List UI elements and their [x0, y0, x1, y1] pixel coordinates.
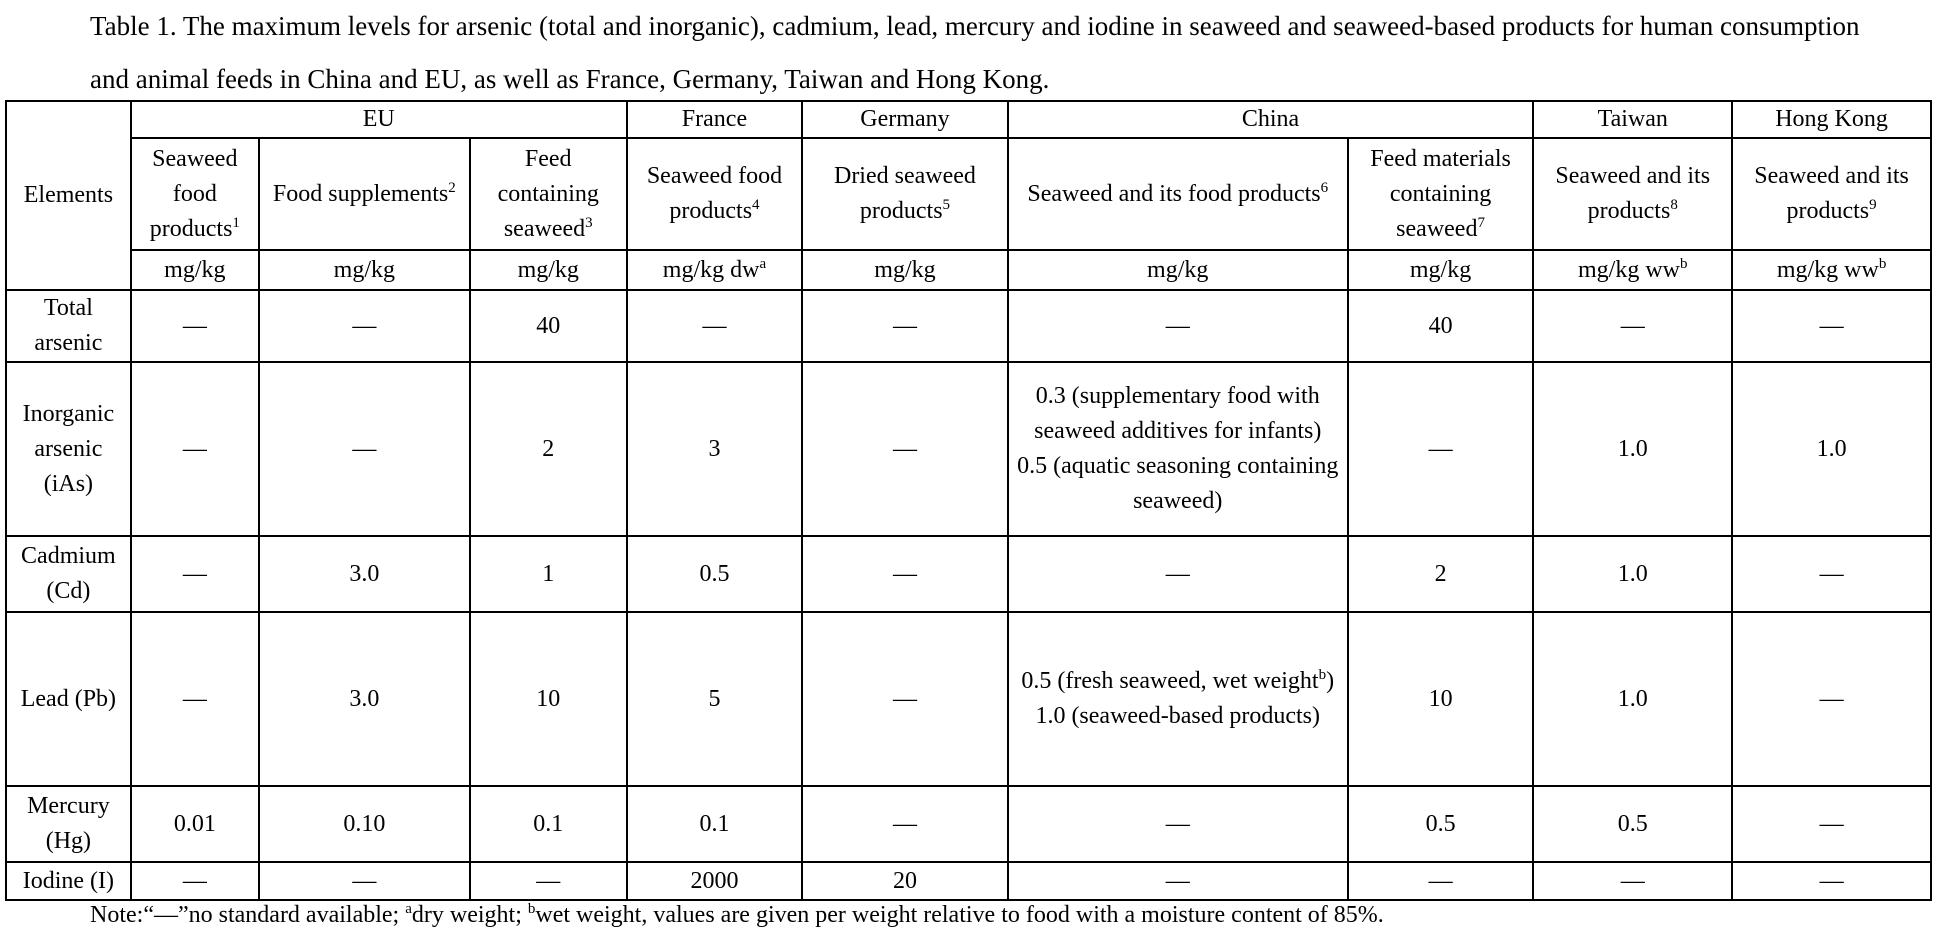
region-eu: EU [131, 101, 627, 138]
element-label: Iodine (I) [6, 862, 131, 900]
value-cell: — [802, 786, 1007, 862]
element-label: Cadmium (Cd) [6, 536, 131, 612]
value-cell: — [131, 362, 259, 536]
element-label: Lead (Pb) [6, 612, 131, 786]
value-cell: 0.1 [470, 786, 627, 862]
unit-header: mg/kg [131, 250, 259, 290]
value-cell: — [259, 862, 470, 900]
region-taiwan: Taiwan [1533, 101, 1732, 138]
row-mercury [6, 786, 1931, 862]
unit-header: mg/kg [259, 250, 470, 290]
max-levels-table [5, 100, 1932, 901]
value-cell: — [1348, 862, 1534, 900]
unit-header: mg/kg [1348, 250, 1534, 290]
value-cell: — [131, 862, 259, 900]
value-cell: 2000 [627, 862, 803, 900]
value-cell: — [1732, 290, 1931, 362]
value-cell: — [1732, 612, 1931, 786]
value-cell: — [1008, 290, 1348, 362]
product-header: Feed containing seaweed$^3$ [470, 138, 627, 250]
product-header: Food supplements$^2$ [259, 138, 470, 250]
unit-header: mg/kg $dw^a$ [627, 250, 803, 290]
unit-header: mg/kg [1008, 250, 1348, 290]
value-cell: — [470, 862, 627, 900]
value-cell: — [1533, 290, 1732, 362]
value-cell: 5 [627, 612, 803, 786]
value-cell: 0.5 [627, 536, 803, 612]
table-note: Note:“—”no standard available; $^a$dry weight; $^b$wet weight, values are given per weight relative to food with a moisture content of 85%. [90, 901, 1384, 928]
product-header-row [6, 138, 1931, 250]
row-inorganic-arsenic [6, 362, 1931, 536]
value-cell: 3.0 [259, 536, 470, 612]
value-cell: — [131, 536, 259, 612]
value-cell: 0.10 [259, 786, 470, 862]
value-cell: 3.0 [259, 612, 470, 786]
value-cell: — [802, 612, 1007, 786]
unit-header: mg/kg [802, 250, 1007, 290]
value-cell: — [259, 362, 470, 536]
product-header: Seaweed food products$^1$ [131, 138, 259, 250]
value-cell: 1.0 [1732, 362, 1931, 536]
unit-header: mg/kg $ww^b$ [1533, 250, 1732, 290]
value-cell: 0.5 [1348, 786, 1534, 862]
value-cell: — [1533, 862, 1732, 900]
value-cell: — [1008, 862, 1348, 900]
value-cell [1008, 612, 1348, 786]
product-header: Seaweed and its products$^8$ [1533, 138, 1732, 250]
unit-header: mg/kg $ww^b$ [1732, 250, 1931, 290]
value-cell [1008, 362, 1348, 536]
row-lead [6, 612, 1931, 786]
product-header: Feed materials containing seaweed$^7$ [1348, 138, 1534, 250]
product-header: Seaweed and its products$^9$ [1732, 138, 1931, 250]
unit-header: mg/kg [470, 250, 627, 290]
value-cell: 2 [1348, 536, 1534, 612]
value-cell: — [1732, 536, 1931, 612]
china-ias-infant: 0.3 (supplementary food with seaweed additives for infants) [1034, 383, 1322, 444]
value-cell: — [259, 290, 470, 362]
value-cell: 40 [1348, 290, 1534, 362]
product-header: Dried seaweed products$^5$ [802, 138, 1007, 250]
row-total-arsenic [6, 290, 1931, 362]
element-label: Total arsenic [6, 290, 131, 362]
elements-header: Elements [6, 101, 131, 290]
value-cell: 1.0 [1533, 536, 1732, 612]
element-label: Inorganic arsenic (iAs) [6, 362, 131, 536]
value-cell: 1 [470, 536, 627, 612]
region-germany: Germany [802, 101, 1007, 138]
value-cell: 1.0 [1533, 612, 1732, 786]
region-hongkong: Hong Kong [1732, 101, 1931, 138]
value-cell: 10 [470, 612, 627, 786]
element-label: Mercury (Hg) [6, 786, 131, 862]
value-cell: 40 [470, 290, 627, 362]
region-header-row [6, 101, 1931, 138]
value-cell: — [802, 362, 1007, 536]
region-china: China [1008, 101, 1534, 138]
value-cell: — [1732, 862, 1931, 900]
product-header: Seaweed food products$^4$ [627, 138, 803, 250]
value-cell: 2 [470, 362, 627, 536]
value-cell: 10 [1348, 612, 1534, 786]
value-cell: 1.0 [1533, 362, 1732, 536]
value-cell: — [802, 536, 1007, 612]
unit-header-row [6, 250, 1931, 290]
value-cell: — [627, 290, 803, 362]
value-cell: — [1732, 786, 1931, 862]
row-cadmium [6, 536, 1931, 612]
value-cell: 20 [802, 862, 1007, 900]
value-cell: 0.01 [131, 786, 259, 862]
value-cell: — [1008, 786, 1348, 862]
china-pb-based: 1.0 (seaweed-based products) [1035, 703, 1320, 729]
value-cell: — [802, 290, 1007, 362]
value-cell: 0.5 [1533, 786, 1732, 862]
value-cell: — [131, 290, 259, 362]
china-ias-seasoning: 0.5 (aquatic seasoning containing seaweed) [1017, 453, 1339, 514]
table-caption: Table 1. The maximum levels for arsenic (total and inorganic), cadmium, lead, mercury and iodine in seaweed and seaweed-based products for human consumption and animal feeds in China and EU, as well as France, Germany, Taiwan and Hong Kong. [90, 11, 1860, 94]
product-header: Seaweed and its food products$^6$ [1008, 138, 1348, 250]
value-cell: — [1008, 536, 1348, 612]
value-cell: 0.1 [627, 786, 803, 862]
value-cell: 3 [627, 362, 803, 536]
value-cell: — [1348, 362, 1534, 536]
region-france: France [627, 101, 803, 138]
china-pb-fresh: 0.5 (fresh seaweed, wet weight$^b$) [1021, 667, 1335, 694]
value-cell: — [131, 612, 259, 786]
